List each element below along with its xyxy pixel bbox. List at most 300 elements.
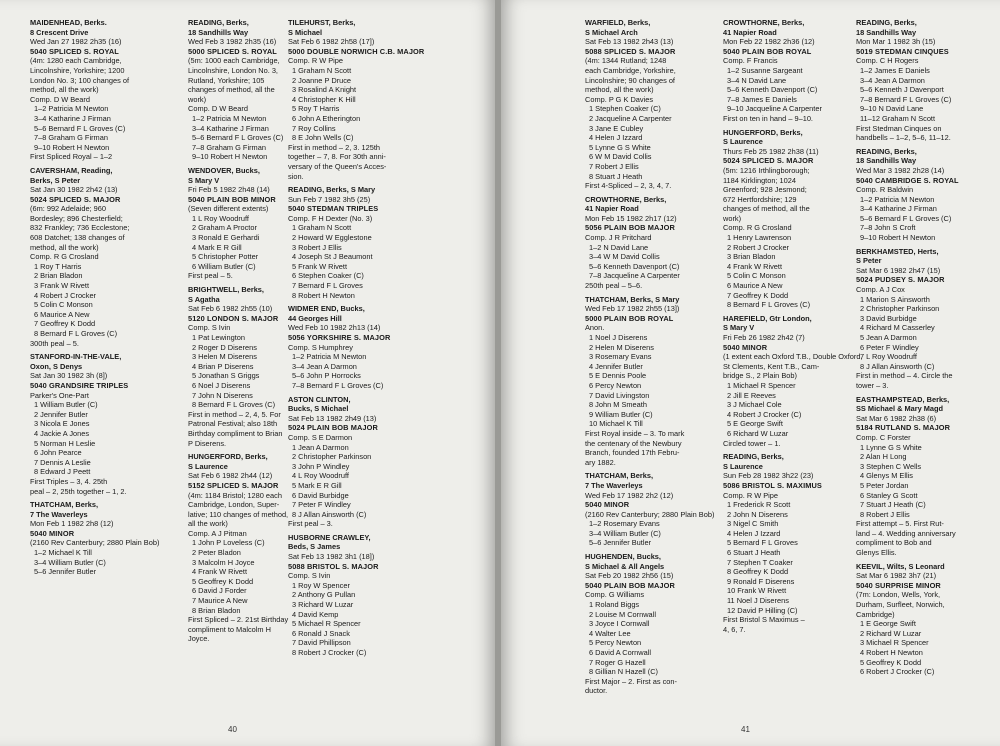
peal-entry (585, 471, 737, 548)
peal-method: 5184 RUTLAND S. MAJOR (856, 423, 951, 433)
peal-entry (856, 247, 1000, 391)
peal-detail: Comp. A J Cox (856, 285, 905, 295)
ringer-line: 7 David Phillipson (292, 638, 351, 648)
peal-date: Mon Feb 15 1982 2h17 (12) (585, 213, 677, 223)
ringer-line: 4 David Kemp (292, 609, 339, 619)
ringer-line: 10 Michael K Till (589, 419, 643, 429)
peal-church: SS Michael & Mary Magd (856, 404, 944, 414)
peal-method: 5040 SPLICED S. ROYAL (30, 46, 119, 56)
ringer-line: 1 E George Swift (860, 619, 916, 629)
peal-footnote: Glenys Ellis. (856, 548, 897, 558)
peal-detail: Comp. R W Pipe (288, 56, 344, 66)
peal-method: 5040 PLAIN BOB MAJOR (585, 580, 675, 590)
ringer-line: 3 Brian Bladon (727, 252, 776, 262)
peal-footnote: First in method – 4. Circle the (856, 371, 953, 381)
peal-entry (585, 18, 737, 191)
peal-detail: Bordesley; 896 Chesterfield; (30, 213, 123, 223)
peal-detail: changes of method, all the (723, 204, 810, 214)
peal-detail: Comp. D W Beard (30, 94, 90, 104)
peal-church: Bucks, S Michael (288, 404, 349, 414)
peal-date: Wed Feb 17 1982 2h2 (12) (585, 490, 674, 500)
peal-place: READING, Berks, (188, 18, 249, 27)
ringer-line: 8 Edward J Peett (34, 467, 91, 477)
peal-footnote: ductor. (585, 686, 608, 696)
peal-detail: Comp. S Ivin (288, 571, 331, 581)
peal-entry (856, 18, 1000, 143)
peal-detail: Comp. R W Pipe (723, 490, 779, 500)
ringer-line: 3 Malcolm H Joyce (192, 557, 255, 567)
peal-place: READING, Berks, (856, 18, 917, 27)
peal-method: 5056 PLAIN BOB MAJOR (585, 223, 675, 233)
ringer-line: 8 John M Smeath (589, 400, 647, 410)
ringer-line: 1–2 Patricia M Newton (192, 113, 267, 123)
peal-entry (585, 195, 737, 291)
peal-entry (288, 185, 440, 300)
peal-place: THATCHAM, Berks, (30, 500, 99, 510)
ringer-line: 3–4 Jean A Darmon (860, 75, 925, 85)
peal-detail: Comp. F H Dexter (No. 3) (288, 213, 373, 223)
peal-date: Thurs Feb 25 1982 2h38 (11) (723, 146, 819, 156)
ringer-line: 6 Percy Newton (589, 380, 642, 390)
peal-method: 5024 PUDSEY S. MAJOR (856, 275, 945, 285)
ringer-line: 1 Michael R Spencer (727, 380, 796, 390)
peal-place: WARFIELD, Berks, (585, 18, 651, 27)
peal-footnote: Branch, founded 17th Febru- (585, 448, 680, 458)
peal-footnote: Birthday compliment to Brian (188, 428, 283, 438)
peal-date: Sat Jan 30 1982 2h42 (13) (30, 185, 118, 195)
peal-detail: (4m: 1280 each Cambridge, (30, 56, 122, 66)
ringer-line: 7–8 Graham G Firman (34, 133, 108, 143)
peal-entry (30, 352, 182, 496)
peal-church: S Michael Arch (585, 27, 638, 37)
peal-detail: (5m: 1216 Irthlingborough; (723, 165, 810, 175)
ringer-line: 3–4 N David Lane (727, 75, 787, 85)
ringer-line: 9–10 N David Lane (860, 104, 924, 114)
ringer-line: 3 Nigel C Smith (727, 519, 779, 529)
ringer-line: 6 W M David Collis (589, 152, 652, 162)
ringer-line: 5 Colin C Monson (34, 300, 93, 310)
column-6 (856, 18, 1000, 681)
ringer-line: 8 Bernard F L Groves (C) (34, 329, 118, 338)
ringer-line: 7 Maurice A New (192, 596, 248, 606)
peal-date: Sat Mar 6 1982 3h7 (21) (856, 571, 937, 581)
peal-entry (288, 18, 440, 181)
ringer-line: 3 David Burbidge (860, 313, 917, 323)
peal-detail: Comp. S Ivin (188, 323, 231, 333)
ringer-line: 1–2 N David Lane (589, 242, 649, 252)
ringer-line: 1 Marion S Ainsworth (860, 294, 930, 304)
ringer-line: 5 Lynne G S White (589, 142, 651, 152)
peal-church: 41 Napier Road (723, 27, 777, 37)
peal-church: 18 Sandhills Way (188, 27, 249, 37)
peal-method: 5056 YORKSHIRE S. MAJOR (288, 333, 391, 342)
peal-detail: Comp. S E Darmon (288, 432, 353, 442)
ringer-line: 2 Joanne P Druce (292, 75, 352, 85)
ringer-line: 5 Geoffrey K Dodd (860, 657, 922, 667)
ringer-line: 1 Graham N Scott (292, 65, 352, 75)
peal-method: 5019 STEDMAN CINQUES (856, 46, 949, 56)
peal-entry (288, 304, 440, 390)
ringer-line: 1 Roy W Spencer (292, 580, 350, 590)
ringer-line: 4 Frank W Rivett (192, 567, 248, 577)
ringer-line: 3–4 William Butler (C) (589, 528, 661, 538)
ringer-line: 7–8 Graham G Firman (192, 142, 266, 152)
peal-date: Sat Feb 6 1982 2h44 (12) (188, 471, 273, 481)
peal-method: 5024 PLAIN BOB MAJOR (288, 423, 378, 433)
peal-detail: (1 extent each Oxford T.B., Double Oxford, (723, 352, 863, 362)
peal-place: MAIDENHEAD, Berks. (30, 18, 107, 27)
peal-footnote: 4, 6, 7. (723, 624, 746, 634)
peal-church: S Michael & All Angels (585, 561, 665, 571)
ringer-line: 9–10 Jacqueline A Carpenter (727, 104, 822, 114)
peal-place: HUSBORNE CRAWLEY, (288, 532, 371, 542)
column-5 (723, 18, 875, 638)
ringer-line: 2 Roger D Diserens (192, 342, 257, 352)
ringer-line: 1 Roy T Harris (34, 261, 82, 271)
ringer-line: 7 Roy Collins (292, 123, 336, 133)
peal-detail: bridge S., 2 Plain Bob) (723, 371, 797, 381)
ringer-line: 4 Joseph St J Beaumont (292, 252, 373, 262)
ringer-line: 5–6 Kenneth Davenport (C) (589, 261, 680, 271)
ringer-line: 2 Peter Bladon (192, 548, 241, 558)
peal-date: Fri Feb 26 1982 2h42 (7) (723, 333, 805, 342)
peal-entry (30, 166, 182, 348)
peal-footnote: peal – 2, 25th together – 1, 2. (30, 486, 127, 496)
peal-footnote: land – 4. Wedding anniversary (856, 528, 956, 538)
peal-detail: 832 Frankley; 736 Ecclestone; (30, 223, 130, 233)
ringer-line: 1–2 Patricia M Newton (34, 104, 109, 114)
peal-date: Wed Feb 3 1982 2h35 (16) (188, 37, 277, 47)
peal-detail: (4m: 1184 Bristol; 1280 each (188, 490, 282, 500)
ringer-line: 3 J Michael Cole (727, 400, 782, 410)
ringer-line: 1–2 Susanne Sargeant (727, 65, 803, 75)
ringer-line: 3 Richard W Luzar (292, 600, 354, 610)
ringer-line: 8 J Allan Ainsworth (C) (292, 509, 367, 519)
peal-detail: Comp. C H Rogers (856, 56, 919, 66)
peal-place: HAREFIELD, Gtr London, (723, 313, 812, 323)
peal-date: Sat Feb 6 1982 2h58 (17]) (288, 37, 375, 47)
ringer-line: 2 Graham A Proctor (192, 223, 257, 233)
ringer-line: 6 Stephen Coaker (C) (292, 271, 364, 281)
ringer-line: 7 Robert J Ellis (589, 161, 639, 171)
peal-date: Sun Feb 7 1982 3h5 (25) (288, 194, 371, 204)
peal-place: HUGHENDEN, Bucks, (585, 552, 661, 562)
ringer-line: 8 Robert J Crocker (C) (292, 648, 367, 657)
ringer-line: 4 Mark E R Gill (192, 242, 242, 252)
peal-detail: St Clements, Kent T.B., Cam- (723, 361, 820, 371)
ringer-line: 6 Noel J Diserens (192, 380, 251, 390)
ringer-line: 4 Robert J Crocker (C) (727, 409, 802, 419)
peal-church: Berks, S Peter (30, 175, 81, 185)
ringer-line: 3 Jane E Cubley (589, 123, 644, 133)
peal-detail: method, all the work) (585, 85, 654, 95)
peal-detail: 672 Hertfordshire; 129 (723, 194, 797, 204)
peal-detail: 1184 Kirklington; 1024 (723, 175, 796, 185)
peal-date: Sat Feb 13 1982 3h1 (18]) (288, 552, 375, 562)
ringer-line: 5 Michael R Spencer (292, 619, 361, 629)
ringer-line: 2 Louise M Cornwall (589, 609, 656, 619)
ringer-line: 4 Glenys M Ellis (860, 471, 913, 481)
peal-detail: changes of method, all the (188, 85, 275, 95)
peal-place: CAVERSHAM, Reading, (30, 165, 113, 175)
peal-place: HUNGERFORD, Berks, (188, 452, 268, 462)
ringer-line: 6 Maurice A New (727, 281, 783, 291)
ringer-line: 4 Richard M Casserley (860, 323, 935, 333)
peal-method: 5024 SPLICED S. MAJOR (30, 194, 121, 204)
ringer-line: 8 Stuart J Heath (589, 171, 643, 181)
ringer-line: 3–4 Katharine J Firman (192, 123, 269, 133)
peal-detail: all the work) (188, 519, 228, 529)
peal-footnote: 250th peal – 5–6. (585, 281, 643, 291)
ringer-line: 3 Rosalind A Knight (292, 85, 357, 95)
column-4 (585, 18, 737, 700)
ringer-line: 3 Helen M Diserens (192, 352, 257, 362)
ringer-line: 6 Stuart J Heath (727, 548, 781, 558)
peal-method: 5040 STEDMAN TRIPLES (288, 204, 379, 214)
ringer-line: 5 Percy Newton (589, 638, 642, 648)
peal-detail: (6m: 992 Adelaide; 960 (30, 204, 107, 214)
peal-detail: (2160 Rev Canterbury; 2880 Plain Bob) (585, 509, 715, 519)
peal-detail: Comp. S Humphrey (288, 342, 353, 352)
peal-entry (585, 295, 737, 468)
peal-detail: Comp. C Forster (856, 432, 911, 442)
peal-church: Oxon, S Denys (30, 361, 83, 371)
ringer-line: 9–10 Robert H Newton (860, 233, 936, 243)
ringer-line: 4 Walter Lee (589, 628, 631, 638)
peal-place: THATCHAM, Berks, (585, 471, 654, 481)
peal-church: 18 Sandhills Way (856, 27, 917, 37)
peal-footnote: First 4-Spliced – 2, 3, 4, 7. (585, 181, 672, 191)
peal-church: S Laurence (188, 461, 228, 471)
peal-footnote: First on ten in hand – 9–10. (723, 113, 813, 123)
ringer-line: 8 Brian Bladon (192, 605, 241, 615)
peal-method: 5120 LONDON S. MAJOR (188, 313, 279, 323)
peal-detail: method, all the work) (30, 85, 99, 95)
left-page (0, 0, 495, 746)
peal-date: Mon Feb 1 1982 2h8 (12) (30, 519, 114, 529)
peal-method: 5024 SPLICED S. MAJOR (723, 156, 814, 166)
ringer-line: 5 Jean A Darmon (860, 333, 917, 342)
ringer-line: 6 Richard W Luzar (727, 428, 789, 438)
ringer-line: 10 Frank W Rivett (727, 586, 787, 596)
peal-method: 5088 SPLICED S. MAJOR (585, 46, 676, 56)
ringer-line: 4 Frank W Rivett (727, 261, 783, 271)
ringer-line: 3–4 William Butler (C) (34, 557, 106, 567)
ringer-line: 1 Frederick R Scott (727, 500, 791, 510)
ringer-line: 8 Robert J Ellis (860, 509, 910, 519)
ringer-line: 4 Jennifer Butler (589, 361, 643, 371)
ringer-line: 5 Frank W Rivett (292, 261, 348, 271)
peal-footnote: compliment to Malcolm H (188, 624, 271, 634)
peal-detail: each Cambridge, Yorkshire, (585, 65, 676, 75)
ringer-line: 1–2 Patricia M Newton (292, 352, 367, 362)
ringer-line: 3 Frank W Rivett (34, 281, 90, 291)
ringer-line: 7 David Livingston (589, 390, 650, 400)
peal-detail: Comp. P G K Davies (585, 94, 654, 104)
ringer-line: 2 Helen M Diserens (589, 342, 654, 352)
ringer-line: 1 Roland Biggs (589, 600, 640, 610)
ringer-line: 1 Henry Lawrenson (727, 233, 792, 243)
peal-detail: Comp. A J Pitman (188, 528, 247, 538)
ringer-line: 8 Geoffrey K Dodd (727, 567, 789, 577)
peal-footnote: First Bristol S Maximus – (723, 615, 805, 625)
peal-footnote: First peal – 5. (188, 271, 233, 281)
ringer-line: 1–2 Rosemary Evans (589, 519, 660, 529)
ringer-line: 3 Stephen C Wells (860, 461, 922, 471)
ringer-line: 6 David Burbidge (292, 490, 349, 500)
peal-place: READING, Berks, S Mary (288, 185, 376, 195)
peal-method: 5040 CAMBRIDGE S. ROYAL (856, 175, 959, 185)
peal-detail: Comp. R Baldwin (856, 185, 914, 195)
peal-date: Fri Feb 5 1982 2h48 (14) (188, 185, 270, 195)
peal-date: Wed Mar 3 1982 2h28 (14) (856, 165, 945, 175)
peal-detail: work) (188, 94, 207, 104)
ringer-line: 3 Robert J Ellis (292, 242, 342, 252)
ringer-line: 2 Brian Bladon (34, 271, 83, 281)
peal-church: 44 Georges Hill (288, 313, 342, 323)
peal-method: 5040 MINOR (723, 342, 768, 352)
peal-entry (723, 128, 875, 310)
page-number-right: 41 (741, 725, 750, 734)
peal-footnote: First in method – 2, 4, 5. For (188, 409, 281, 419)
peal-place: READING, Berks, (723, 452, 784, 462)
ringer-line: 3 John P Windley (292, 461, 350, 471)
ringer-line: 7 Dennis A Leslie (34, 457, 91, 467)
peal-footnote: First Spliced Royal – 1–2 (30, 152, 113, 162)
peal-footnote: 300th peal – 5. (30, 338, 79, 348)
peal-method: 5040 PLAIN BOB MINOR (188, 194, 276, 204)
ringer-line: 5 Geoffrey K Dodd (192, 576, 254, 586)
peal-entry (30, 18, 182, 162)
ringer-line: 6 Stanley G Scott (860, 490, 918, 500)
ringer-line: 7 Geoffrey K Dodd (727, 290, 789, 300)
peal-church: S Laurence (723, 137, 763, 147)
ringer-line: 11 Noel J Diserens (727, 596, 789, 606)
ringer-line: 11–12 Graham N Scott (860, 113, 936, 123)
peal-footnote: P Diserens. (188, 438, 227, 448)
ringer-line: 5–6 John P Horrocks (292, 371, 361, 381)
peal-place: ASTON CLINTON, (288, 394, 351, 404)
peal-entry (723, 314, 875, 448)
peal-entry (288, 533, 440, 658)
ringer-line: 2 Christopher Parkinson (292, 452, 372, 462)
ringer-line: 9–10 Robert H Newton (192, 152, 268, 162)
ringer-line: 7 Bernard F L Groves (292, 281, 363, 291)
ringer-line: 5 Jonathan S Griggs (192, 371, 260, 381)
ringer-line: 7 Stephen T Coaker (727, 557, 793, 567)
ringer-line: 5–6 Bernard F L Groves (C) (192, 133, 284, 143)
ringer-line: 8 Robert H Newton (292, 290, 355, 300)
ringer-line: 3–4 Jean A Darmon (292, 361, 357, 371)
ringer-line: 2 Anthony G Pullan (292, 590, 356, 600)
peal-method: 5088 BRISTOL S. MAJOR (288, 561, 379, 571)
peal-place: STANFORD-IN-THE-VALE, (30, 352, 122, 362)
ringer-line: 5–6 Jennifer Butler (589, 538, 652, 548)
ringer-line: 5 Roy T Harris (292, 104, 340, 114)
peal-church: S Michael (288, 27, 323, 37)
peal-place: WENDOVER, Bucks, (188, 165, 260, 175)
peal-detail: Greenford; 928 Jesmond; (723, 185, 807, 195)
ringer-line: 8 Bernard F L Groves (C) (192, 400, 276, 410)
ringer-line: 7–8 John S Croft (860, 223, 916, 233)
ringer-line: 3 Ronald E Gerhardi (192, 233, 260, 243)
ringer-line: 5 Bernard F L Groves (727, 538, 798, 548)
ringer-line: 5 E George Swift (727, 419, 783, 429)
peal-church: 18 Sandhills Way (856, 156, 917, 166)
peal-method: 5000 DOUBLE NORWICH C.B. MAJOR (288, 46, 425, 56)
ringer-line: 3 Rosemary Evans (589, 352, 652, 362)
peal-church: 8 Crescent Drive (30, 27, 89, 37)
peal-method: 5040 MINOR (30, 528, 75, 538)
ringer-line: 7–8 Jacqueline A Carpenter (589, 271, 680, 281)
peal-footnote: First Major – 2. First as con- (585, 676, 677, 686)
ringer-line: 1–2 Michael K Till (34, 548, 92, 558)
peal-date: Wed Feb 10 1982 2h13 (14) (288, 323, 381, 333)
ringer-line: 6 John Pearce (34, 448, 82, 458)
ringer-line: 2 John N Diserens (727, 509, 788, 519)
ringer-line: 2 Howard W Egglestone (292, 233, 372, 243)
ringer-line: 1 Lynne G S White (860, 442, 922, 452)
peal-footnote: Circled tower – 1. (723, 438, 781, 448)
peal-method: 5040 MINOR (585, 500, 630, 510)
peal-method: 5000 PLAIN BOB ROYAL (585, 313, 674, 323)
ringer-line: 3–4 Katharine J Firman (860, 204, 937, 214)
ringer-line: 7 Roger G Hazell (589, 657, 646, 667)
ringer-line: 5 Christopher Potter (192, 252, 259, 262)
ringer-line: 2 Robert J Crocker (727, 242, 790, 252)
ringer-line: 1 Noel J Diserens (589, 333, 648, 342)
ringer-line: 7–8 Bernard F L Groves (C) (860, 94, 952, 104)
ringer-line: 5 Norman H Leslie (34, 438, 96, 448)
ringer-line: 7 Peter F Windley (292, 500, 351, 510)
peal-place: KEEVIL, Wilts, S Leonard (856, 561, 945, 571)
peal-place: THATCHAM, Berks, S Mary (585, 294, 680, 304)
peal-place: TILEHURST, Berks, (288, 18, 356, 27)
peal-method: 5040 PLAIN BOB ROYAL (723, 46, 812, 56)
ringer-line: 8 J Allan Ainsworth (C) (860, 361, 935, 371)
ringer-line: 9–10 Robert H Newton (34, 142, 110, 152)
ringer-line: 7–8 Bernard F L Groves (C) (292, 380, 384, 390)
ringer-line: 4 Robert H Newton (860, 648, 923, 657)
peal-detail: 608 Datchet; 138 changes of (30, 233, 125, 243)
peal-church: S Peter (856, 256, 882, 266)
peal-entry (288, 395, 440, 529)
ringer-line: 2 Jacqueline A Carpenter (589, 113, 672, 123)
ringer-line: 1 John P Loveless (C) (192, 538, 265, 548)
peal-detail: Durham, Surfleet, Norwich, (856, 600, 945, 610)
peal-entry (723, 452, 875, 634)
peal-detail: Comp. G Williams (585, 590, 645, 600)
peal-place: EASTHAMPSTEAD, Berks, (856, 394, 950, 404)
peal-entry (30, 500, 182, 577)
ringer-line: 5–6 Jennifer Butler (34, 567, 97, 577)
ringer-line: 2 Richard W Luzar (860, 628, 922, 638)
ringer-line: 3 Michael R Spencer (860, 638, 929, 648)
ringer-line: 3 Joyce I Cornwall (589, 619, 650, 629)
peal-date: Wed Jan 27 1982 2h35 (16) (30, 37, 122, 47)
ringer-line: 1–2 James E Daniels (860, 65, 930, 75)
peal-date: Sat Feb 13 1982 2h49 (13) (288, 413, 377, 423)
peal-footnote: ary 1882. (585, 457, 616, 467)
column-1 (30, 18, 182, 581)
ringer-line: 9 William Butler (C) (589, 409, 653, 419)
peal-detail: Cambridge, London, Super- (188, 500, 280, 510)
ringer-line: 1 Jean A Darmon (292, 442, 349, 452)
ringer-line: 1 Stephen Coaker (C) (589, 104, 661, 114)
peal-date: Mon Mar 1 1982 3h (15) (856, 37, 936, 47)
ringer-line: 8 Bernard F L Groves (C) (727, 300, 811, 310)
peal-entry (856, 147, 1000, 243)
